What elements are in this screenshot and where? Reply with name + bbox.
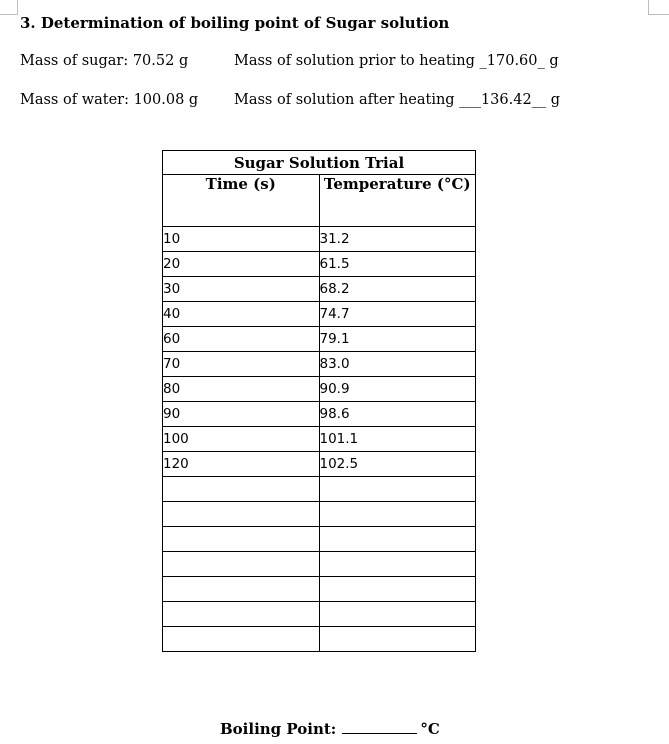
mass-of-water: Mass of water: 100.08 g — [20, 92, 199, 108]
table-row — [163, 352, 476, 377]
table-row — [163, 577, 476, 602]
temperature-cell — [319, 552, 476, 577]
time-cell — [163, 627, 320, 652]
time-cell: 30 — [163, 277, 320, 302]
temperature-cell: 90.9 — [319, 377, 476, 402]
table-row — [163, 327, 476, 352]
temperature-cell — [319, 602, 476, 627]
table-title: Sugar Solution Trial — [163, 151, 476, 175]
table-row — [163, 477, 476, 502]
mass-of-sugar: Mass of sugar: 70.52 g — [20, 53, 189, 69]
sugar-solution-table — [162, 150, 476, 652]
time-cell: 40 — [163, 302, 320, 327]
time-cell — [163, 577, 320, 602]
time-cell — [163, 527, 320, 552]
time-cell: 20 — [163, 252, 320, 277]
page-corner-marker-left — [0, 0, 18, 15]
temperature-cell: 83.0 — [319, 352, 476, 377]
time-cell: 80 — [163, 377, 320, 402]
boiling-point-unit: °C — [420, 720, 440, 738]
table-row — [163, 502, 476, 527]
time-cell: 90 — [163, 402, 320, 427]
table-row — [163, 302, 476, 327]
time-cell: 100 — [163, 427, 320, 452]
time-cell — [163, 602, 320, 627]
table-row — [163, 602, 476, 627]
time-cell — [163, 477, 320, 502]
temperature-cell — [319, 502, 476, 527]
time-cell: 10 — [163, 227, 320, 252]
table-row — [163, 252, 476, 277]
table-row — [163, 377, 476, 402]
temperature-cell: 102.5 — [319, 452, 476, 477]
table-row — [163, 427, 476, 452]
time-cell: 70 — [163, 352, 320, 377]
table-row — [163, 552, 476, 577]
column-header-time: Time (s) — [163, 175, 320, 227]
temperature-cell: 74.7 — [319, 302, 476, 327]
table-row — [163, 402, 476, 427]
boiling-point-line — [220, 719, 440, 738]
page-corner-marker-right — [648, 0, 669, 15]
table-row — [163, 227, 476, 252]
table-row — [163, 452, 476, 477]
temperature-cell: 31.2 — [319, 227, 476, 252]
column-header-temperature: Temperature (°C) — [319, 175, 476, 227]
temperature-cell: 79.1 — [319, 327, 476, 352]
table-row — [163, 277, 476, 302]
time-cell: 60 — [163, 327, 320, 352]
boiling-point-blank[interactable] — [342, 719, 417, 734]
boiling-point-label: Boiling Point: — [220, 720, 337, 738]
temperature-cell: 101.1 — [319, 427, 476, 452]
temperature-cell — [319, 577, 476, 602]
time-cell — [163, 502, 320, 527]
mass-solution-after-heating: Mass of solution after heating ___136.42__ g — [234, 92, 561, 108]
temperature-cell — [319, 527, 476, 552]
table-row — [163, 527, 476, 552]
section-heading: 3. Determination of boiling point of Sugar solution — [20, 14, 450, 32]
time-cell — [163, 552, 320, 577]
temperature-cell: 98.6 — [319, 402, 476, 427]
table-row — [163, 627, 476, 652]
temperature-cell: 68.2 — [319, 277, 476, 302]
temperature-cell — [319, 477, 476, 502]
time-cell: 120 — [163, 452, 320, 477]
temperature-cell: 61.5 — [319, 252, 476, 277]
table-body — [163, 227, 476, 652]
temperature-cell — [319, 627, 476, 652]
mass-solution-before-heating: Mass of solution prior to heating _170.60_ g — [234, 53, 559, 69]
